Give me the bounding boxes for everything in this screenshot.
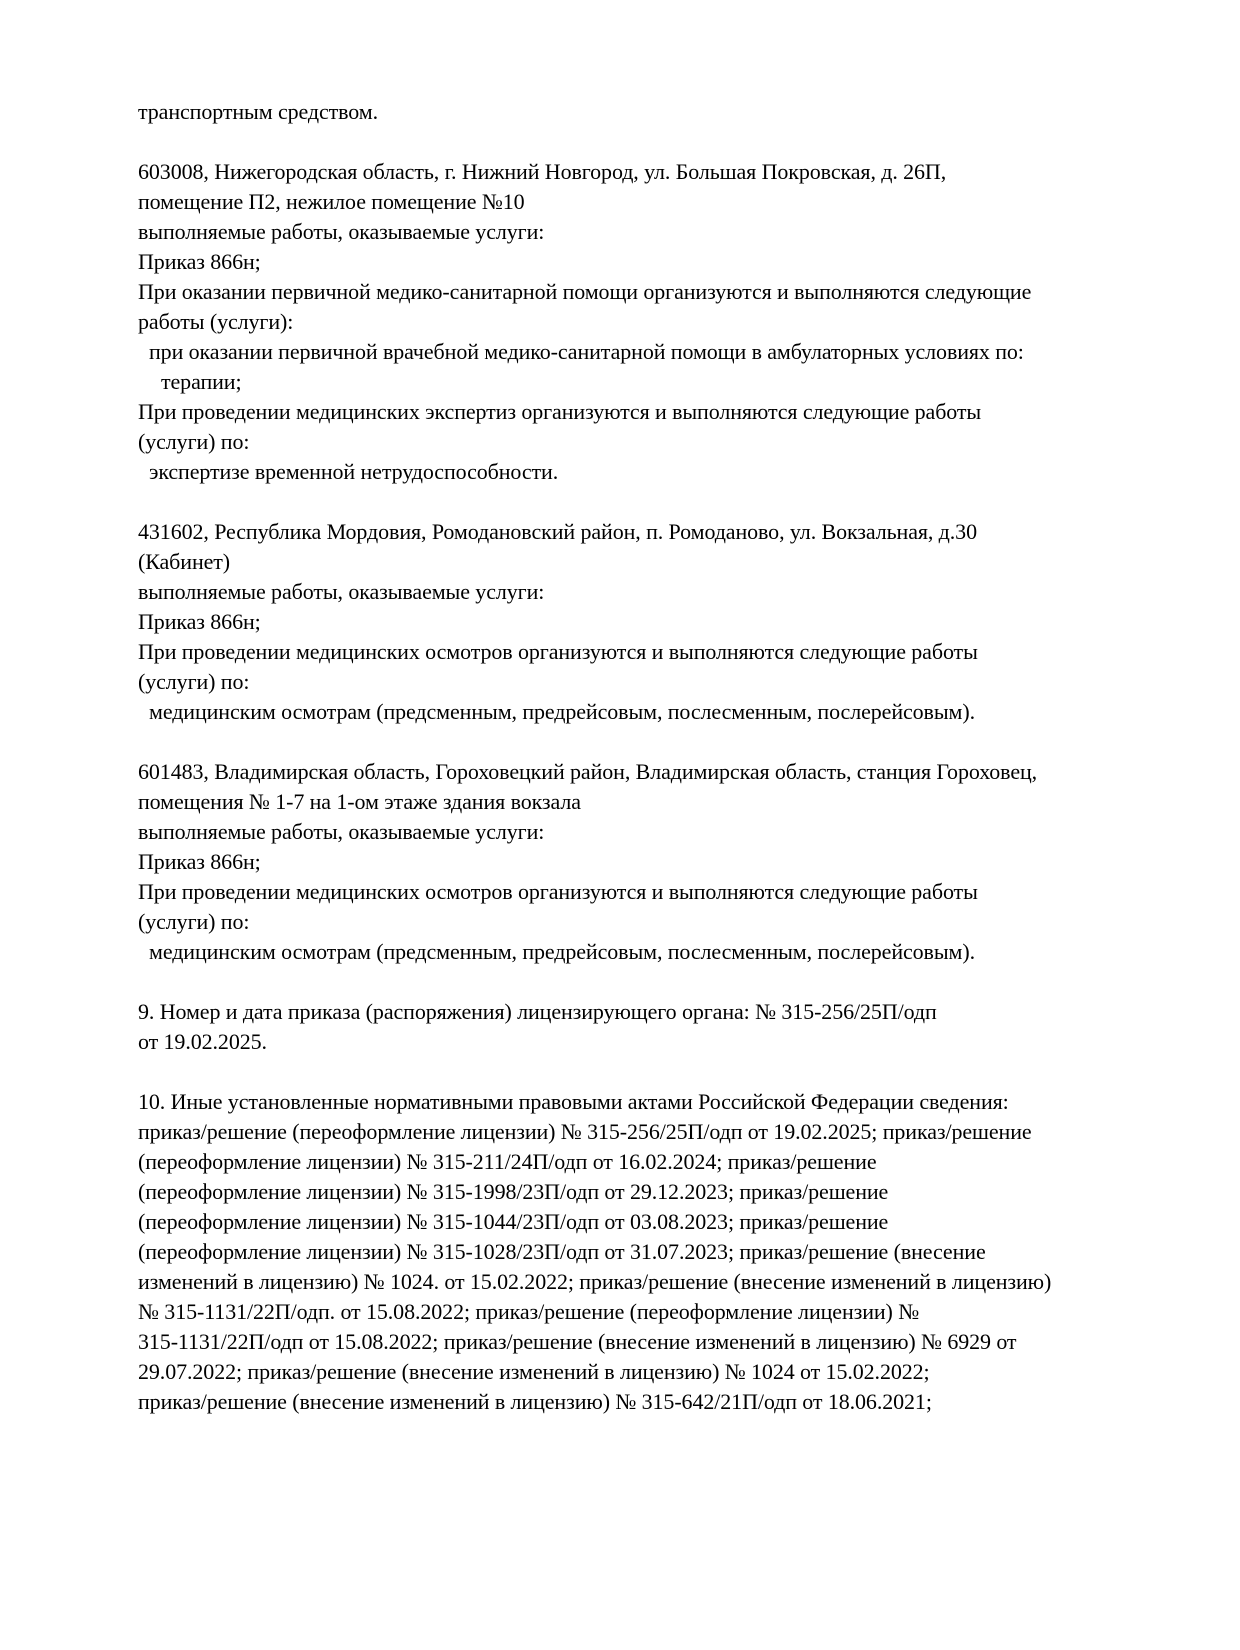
text-line: При оказании первичной медико-санитарной помощи организуются и выполняются следующие [138, 279, 1032, 304]
text-line: (переоформление лицензии) № 315-211/24П/одп от 16.02.2024; приказ/решение [138, 1149, 877, 1174]
text-line: помещение П2, нежилое помещение №10 [138, 189, 525, 214]
text-line: экспертизе временной нетрудоспособности. [149, 459, 559, 484]
text-line: (услуги) по: [138, 429, 250, 454]
text-line: (переоформление лицензии) № 315-1028/23П/одп от 31.07.2023; приказ/решение (внесение [138, 1239, 986, 1264]
paragraph [138, 157, 1138, 487]
text-line: 29.07.2022; приказ/решение (внесение изменений в лицензию) № 1024 от 15.02.2022; [138, 1359, 930, 1384]
paragraph [138, 517, 1138, 727]
text-line: При проведении медицинских осмотров организуются и выполняются следующие работы [138, 879, 978, 904]
text-line: 601483, Владимирская область, Гороховецкий район, Владимирская область, станция Гороховец, [138, 759, 1038, 784]
text-line: (переоформление лицензии) № 315-1044/23П/одп от 03.08.2023; приказ/решение [138, 1209, 889, 1234]
paragraph [138, 757, 1138, 967]
text-line: при оказании первичной врачебной медико-санитарной помощи в амбулаторных условиях по: [149, 339, 1024, 364]
text-line: При проведении медицинских экспертиз организуются и выполняются следующие работы [138, 399, 982, 424]
text-line: изменений в лицензию) № 1024. от 15.02.2022; приказ/решение (внесение изменений в лицензию) [138, 1269, 1052, 1294]
text-line: 9. Номер и дата приказа (распоряжения) лицензирующего органа: № 315-256/25П/одп [138, 999, 937, 1024]
text-line: Приказ 866н; [138, 849, 261, 874]
text-line: выполняемые работы, оказываемые услуги: [138, 579, 545, 604]
text-line: Приказ 866н; [138, 249, 261, 274]
text-line: работы (услуги): [138, 309, 294, 334]
text-line: (услуги) по: [138, 669, 250, 694]
text-line: Приказ 866н; [138, 609, 261, 634]
text-line: медицинским осмотрам (предсменным, предрейсовым, послесменным, послерейсовым). [149, 699, 975, 724]
text-line: терапии; [161, 369, 242, 394]
text-line: выполняемые работы, оказываемые услуги: [138, 219, 545, 244]
text-line: № 315-1131/22П/одп. от 15.08.2022; приказ/решение (переоформление лицензии) № [138, 1299, 920, 1324]
text-line: (Кабинет) [138, 549, 231, 574]
text-line: 10. Иные установленные нормативными правовыми актами Российской Федерации сведения: [138, 1089, 1009, 1114]
text-line: (переоформление лицензии) № 315-1998/23П/одп от 29.12.2023; приказ/решение [138, 1179, 889, 1204]
text-line: 603008, Нижегородская область, г. Нижний Новгород, ул. Большая Покровская, д. 26П, [138, 159, 947, 184]
text-line: транспортным средством. [138, 99, 379, 124]
paragraph [138, 97, 1138, 127]
text-line: При проведении медицинских осмотров организуются и выполняются следующие работы [138, 639, 978, 664]
text-line: помещения № 1-7 на 1-ом этаже здания вокзала [138, 789, 581, 814]
text-line: медицинским осмотрам (предсменным, предрейсовым, послесменным, послерейсовым). [149, 939, 975, 964]
text-line: 431602, Республика Мордовия, Ромодановский район, п. Ромоданово, ул. Вокзальная, д.30 [138, 519, 977, 544]
text-line: приказ/решение (переоформление лицензии) № 315-256/25П/одп от 19.02.2025; приказ/решение [138, 1119, 1032, 1144]
text-line: от 19.02.2025. [138, 1029, 267, 1054]
text-line: приказ/решение (внесение изменений в лицензию) № 315-642/21П/одп от 18.06.2021; [138, 1389, 932, 1414]
text-line: (услуги) по: [138, 909, 250, 934]
document-content [138, 97, 1138, 1417]
paragraph [138, 997, 1138, 1057]
paragraph [138, 1087, 1138, 1417]
text-line: 315-1131/22П/одп от 15.08.2022; приказ/решение (внесение изменений в лицензию) № 6929 от [138, 1329, 1017, 1354]
text-line: выполняемые работы, оказываемые услуги: [138, 819, 545, 844]
